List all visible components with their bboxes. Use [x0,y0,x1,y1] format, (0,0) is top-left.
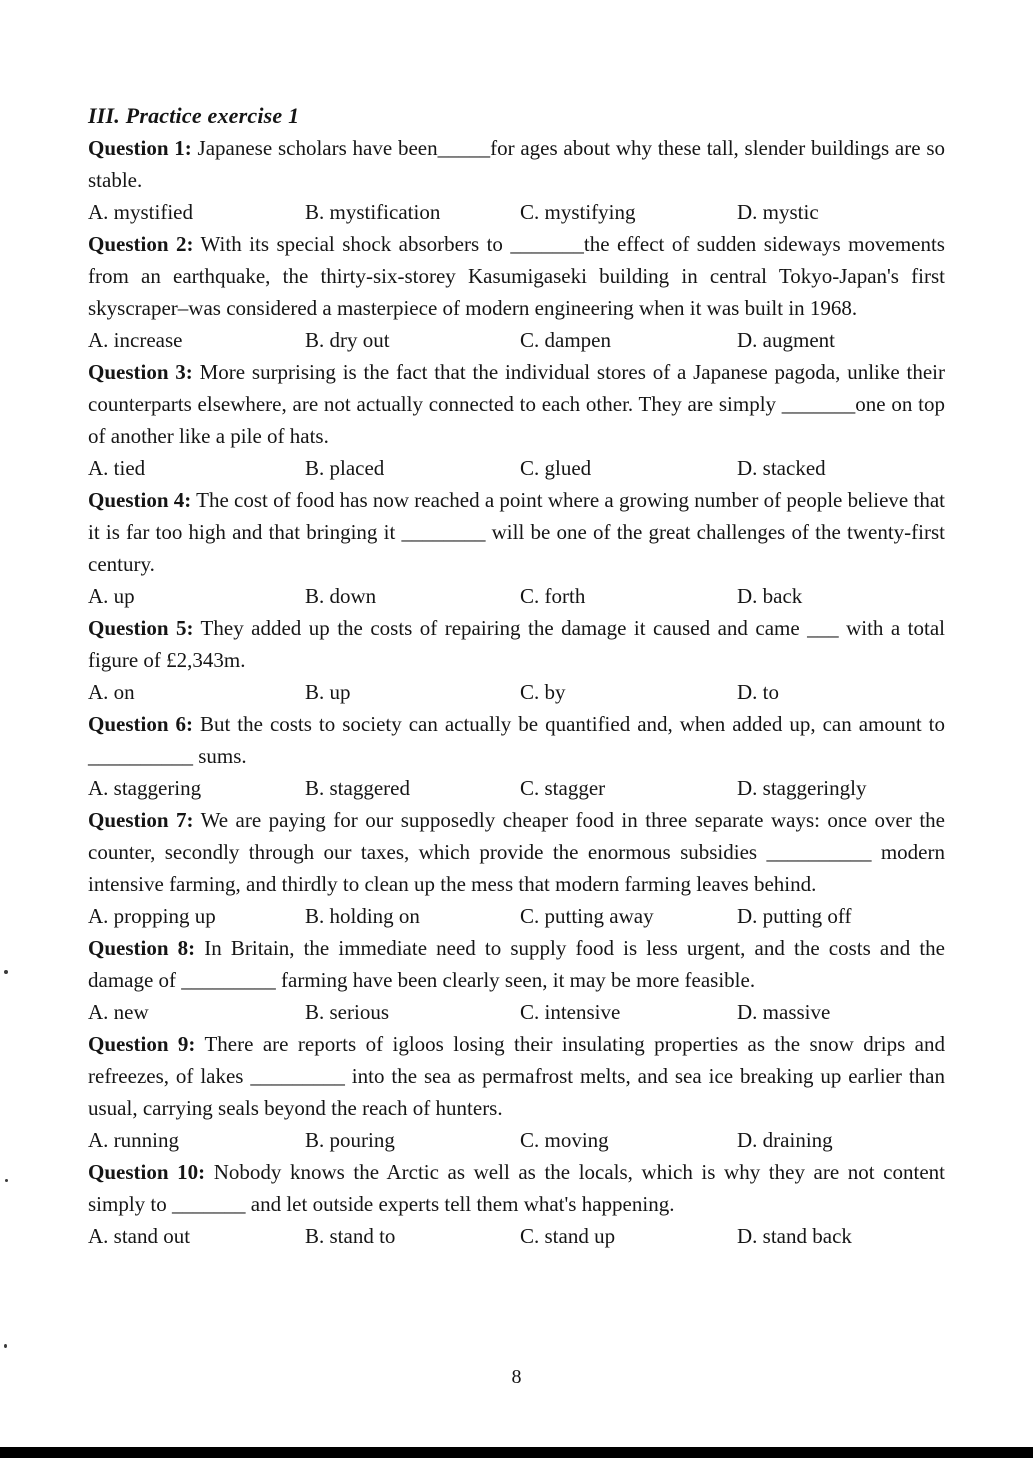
option-a: A. increase [88,328,183,352]
option-b: B. pouring [305,1128,395,1152]
option-c: C. stand up [520,1224,616,1248]
option-d: D. massive [737,1000,831,1024]
question-body: Nobody knows the Arctic as well as the locals, which is why they are not content simply to _______ and let outside experts tell them what's happening. [88,1160,945,1216]
question-body: We are paying for our supposedly cheaper food in three separate ways: once over the counter, secondly through our taxes, which provide the enormous subsidies __________ modern intensive farming, and thirdly to clean up the mess that modern farming leaves behind. [88,808,946,896]
option-c: C. by [520,680,566,704]
options-row [88,580,945,612]
question-body: Japanese scholars have been_____for ages about why these tall, slender buildings are so stable. [88,136,945,192]
option-a: A. up [88,584,135,608]
option-d: D. augment [737,328,835,352]
options-row [88,676,945,708]
option-c: C. putting away [520,904,654,928]
section-title: III. Practice exercise 1 [88,103,300,128]
option-a: A. mystified [88,200,193,224]
question-label: Question 4: [88,488,192,512]
question-block [88,708,945,804]
option-a: A. new [88,1000,149,1024]
question-block [88,804,945,932]
question-label: Question 7: [88,808,194,832]
option-d: D. staggeringly [737,776,867,800]
option-b: B. up [305,680,351,704]
question-block [88,932,945,1028]
scan-edge-bar [0,1447,1033,1458]
option-b: B. mystification [305,200,441,224]
option-d: D. draining [737,1128,833,1152]
option-d: D. back [737,584,803,608]
question-block [88,228,945,356]
question-label: Question 9: [88,1032,196,1056]
question-label: Question 6: [88,712,193,736]
option-a: A. tied [88,456,146,480]
option-b: B. stand to [305,1224,396,1248]
options-row [88,452,945,484]
option-d: D. stand back [737,1224,852,1248]
option-b: B. down [305,584,377,608]
question-text [88,1156,945,1220]
question-body: The cost of food has now reached a point where a growing number of people believe that it is far too high and that bringing it ________ will be one of the great challenges of the twenty-first century. [88,488,945,576]
question-text [88,804,945,900]
option-a: A. staggering [88,776,202,800]
options-row [88,900,945,932]
question-block [88,132,945,228]
option-c: C. moving [520,1128,609,1152]
option-c: C. stagger [520,776,606,800]
question-text [88,356,945,452]
options-row [88,324,945,356]
options-row [88,772,945,804]
option-d: D. putting off [737,904,852,928]
options-row [88,1220,945,1252]
question-block [88,1028,945,1156]
options-row [88,196,945,228]
question-body: In Britain, the immediate need to supply food is less urgent, and the costs and the damage of _________ farming have been clearly seen, it may be more feasible. [88,936,945,992]
question-text [88,708,945,772]
option-c: C. intensive [520,1000,621,1024]
question-text [88,1028,945,1124]
question-body: There are reports of igloos losing their insulating properties as the snow drips and refreezes, of lakes _________ into the sea as permafrost melts, and sea ice breaking up earlier than usual, carrying seals beyond the reach of hunters. [88,1032,945,1120]
question-label: Question 5: [88,616,194,640]
option-c: C. forth [520,584,586,608]
question-label: Question 10: [88,1160,206,1184]
question-block [88,1156,945,1252]
options-row [88,996,945,1028]
question-text [88,228,945,324]
question-body: With its special shock absorbers to _______the effect of sudden sideways movements from an earthquake, the thirty-six-storey Kasumigaseki building in central Tokyo-Japan's first skyscraper–was considered a masterpiece of modern engineering when it was built in 1968. [88,232,945,320]
option-a: A. propping up [88,904,216,928]
question-label: Question 1: [88,136,192,160]
option-b: B. placed [305,456,385,480]
option-c: C. mystifying [520,200,636,224]
question-body: But the costs to society can actually be quantified and, when added up, can amount to __________ sums. [88,712,946,768]
question-label: Question 8: [88,936,196,960]
question-text [88,932,945,996]
option-c: C. glued [520,456,592,480]
option-c: C. dampen [520,328,611,352]
question-block [88,356,945,484]
option-a: A. running [88,1128,179,1152]
question-body: More surprising is the fact that the individual stores of a Japanese pagoda, unlike their counterparts elsewhere, are not actually connected to each other. They are simply _______one on top of another like a pile of hats. [88,360,945,448]
question-label: Question 3: [88,360,193,384]
option-d: D. mystic [737,200,819,224]
options-row [88,1124,945,1156]
option-b: B. holding on [305,904,420,928]
option-b: B. serious [305,1000,389,1024]
question-text [88,612,945,676]
question-body: They added up the costs of repairing the damage it caused and came ___ with a total figure of £2,343m. [88,616,945,672]
scan-artifact [5,1179,8,1182]
scan-artifact [4,970,8,974]
option-b: B. dry out [305,328,390,352]
document-page [88,100,945,1252]
question-text [88,484,945,580]
question-block [88,484,945,612]
option-d: D. to [737,680,779,704]
question-label: Question 2: [88,232,194,256]
option-a: A. stand out [88,1224,191,1248]
option-a: A. on [88,680,135,704]
page-number: 8 [511,1366,522,1388]
questions-list [88,132,945,1252]
scan-artifact [4,1344,7,1348]
option-d: D. stacked [737,456,826,480]
question-block [88,612,945,708]
question-text [88,132,945,196]
option-b: B. staggered [305,776,410,800]
